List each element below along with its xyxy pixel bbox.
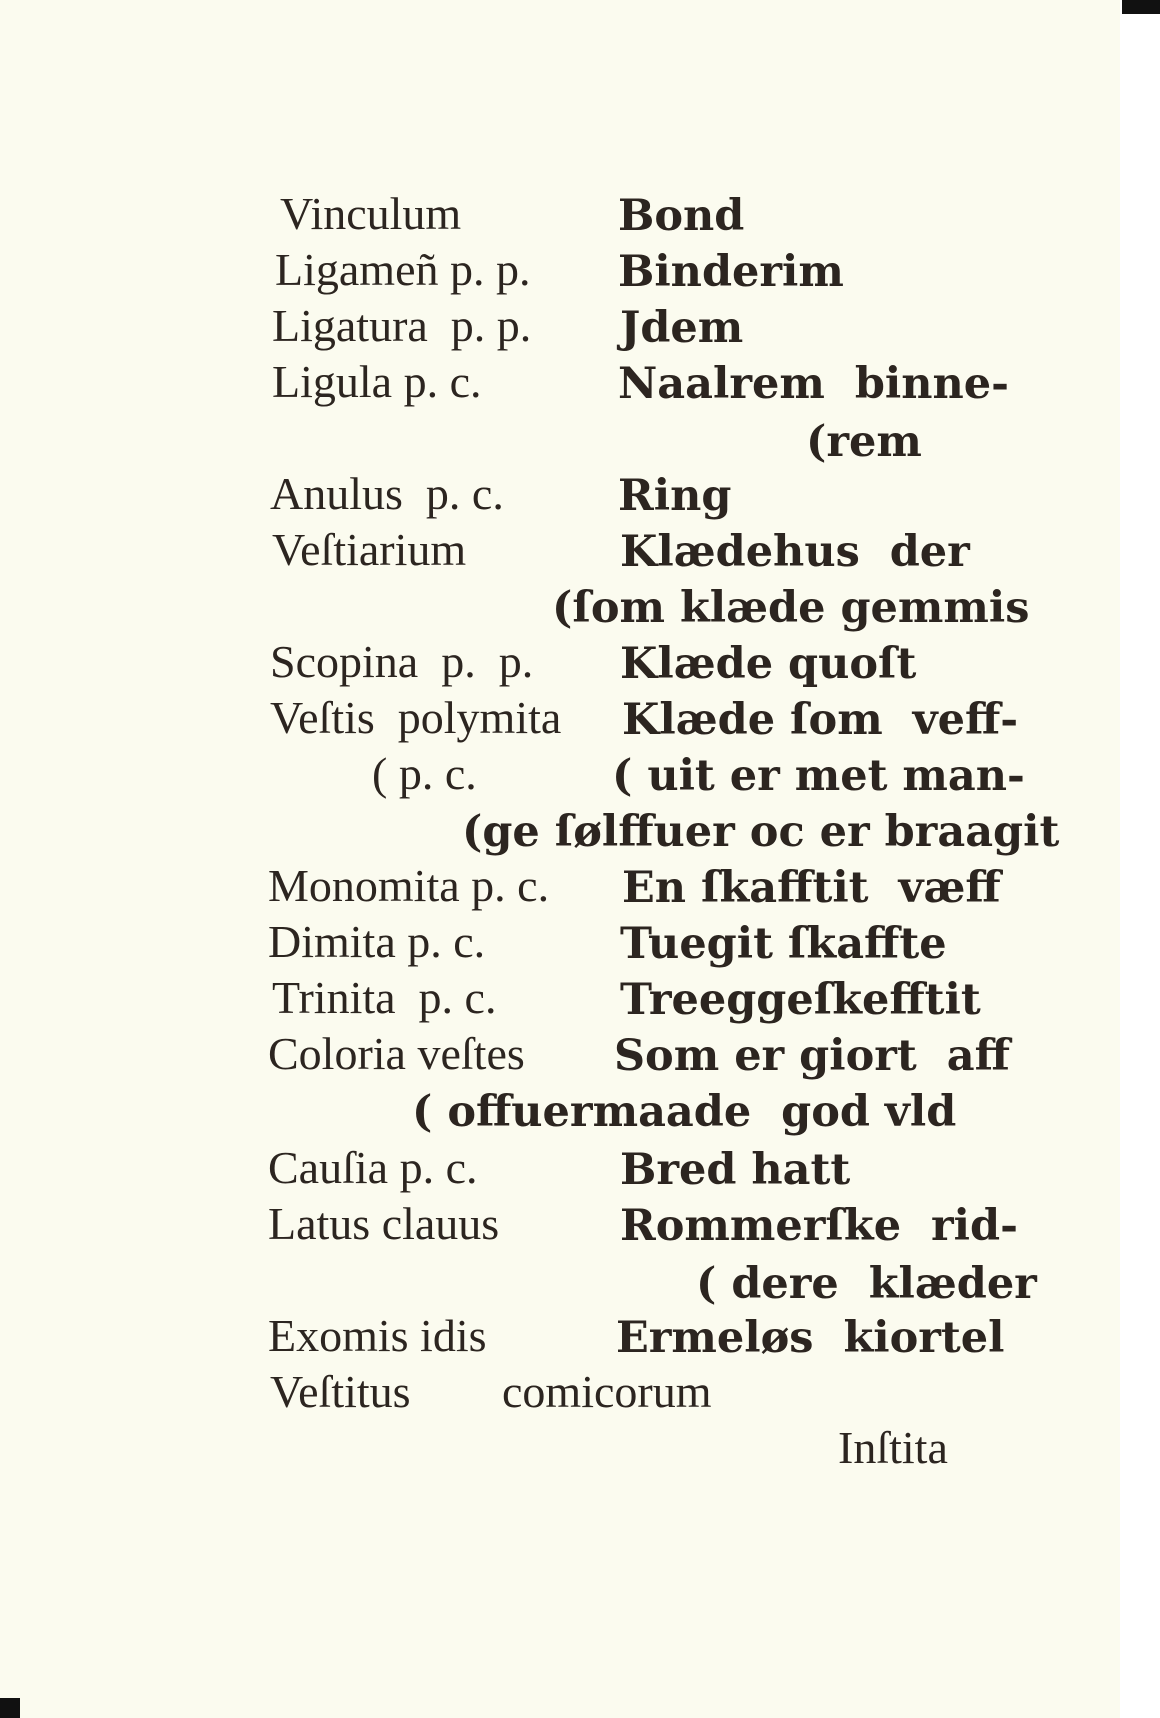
danish-gloss: Som er giort aff xyxy=(614,1031,1010,1081)
latin-term: Ligameñ p. p. xyxy=(275,244,531,295)
scan-edge xyxy=(1120,0,1160,1718)
latin-term: Latus clauus xyxy=(268,1198,500,1249)
latin-term: Ligula p. c. xyxy=(272,356,482,407)
danish-gloss: Klæde ſom veff- xyxy=(622,695,1019,745)
latin-term: Cauſia p. c. xyxy=(268,1142,478,1193)
latin-term: Veſtis polymita xyxy=(270,692,562,743)
danish-gloss-continuation: (rem xyxy=(806,417,922,467)
latin-term: Scopina p. p. xyxy=(270,636,534,687)
latin-term: Ligatura p. p. xyxy=(272,300,532,351)
latin-term: Dimita p. c. xyxy=(268,916,486,967)
scan-crop-mark xyxy=(0,1698,20,1718)
latin-term-continuation: ( p. c. xyxy=(372,748,477,799)
latin-term: Exomis idis xyxy=(268,1310,487,1361)
latin-term: Vinculum xyxy=(280,188,462,239)
danish-gloss-continuation: ( offuermaade god vld xyxy=(412,1087,957,1137)
danish-gloss: Tuegit ſkaffte xyxy=(620,919,947,969)
latin-term: Veſtiarium xyxy=(272,524,467,575)
danish-gloss: Naalrem binne- xyxy=(618,359,1009,409)
danish-gloss: Ermeløs kiortel xyxy=(616,1313,1005,1363)
danish-gloss: Klædehus der xyxy=(620,527,970,577)
latin-term: Trinita p. c. xyxy=(272,972,497,1023)
catchword: Inſtita xyxy=(838,1422,948,1473)
latin-term: Anulus p. c. xyxy=(270,468,504,519)
danish-gloss: En ſkafftit væff xyxy=(622,863,1001,913)
latin-term: Coloria veſtes xyxy=(268,1028,525,1079)
danish-gloss: Klæde quoſt xyxy=(620,639,917,689)
danish-gloss: Binderim xyxy=(618,247,844,297)
danish-gloss: Jdem xyxy=(620,303,744,353)
danish-gloss: Rommerſke rid- xyxy=(620,1201,1018,1251)
latin-term: Veſtitus xyxy=(270,1366,411,1417)
danish-gloss-continuation: (ſom klæde gemmis xyxy=(552,583,1030,633)
danish-gloss: Bond xyxy=(618,191,745,241)
danish-gloss-continuation: (ge ſølffuer oc er braagit xyxy=(462,807,1060,857)
latin-term: Monomita p. c. xyxy=(268,860,550,911)
latin-term-continuation: comicorum xyxy=(502,1366,712,1417)
danish-gloss: Ring xyxy=(618,471,732,521)
scan-crop-mark xyxy=(1122,0,1160,14)
danish-gloss-continuation: ( uit er met man- xyxy=(612,751,1025,801)
danish-gloss: Bred hatt xyxy=(620,1145,851,1195)
danish-gloss-continuation: ( dere klæder xyxy=(696,1259,1037,1309)
danish-gloss: Treeggeſkefftit xyxy=(620,975,981,1025)
